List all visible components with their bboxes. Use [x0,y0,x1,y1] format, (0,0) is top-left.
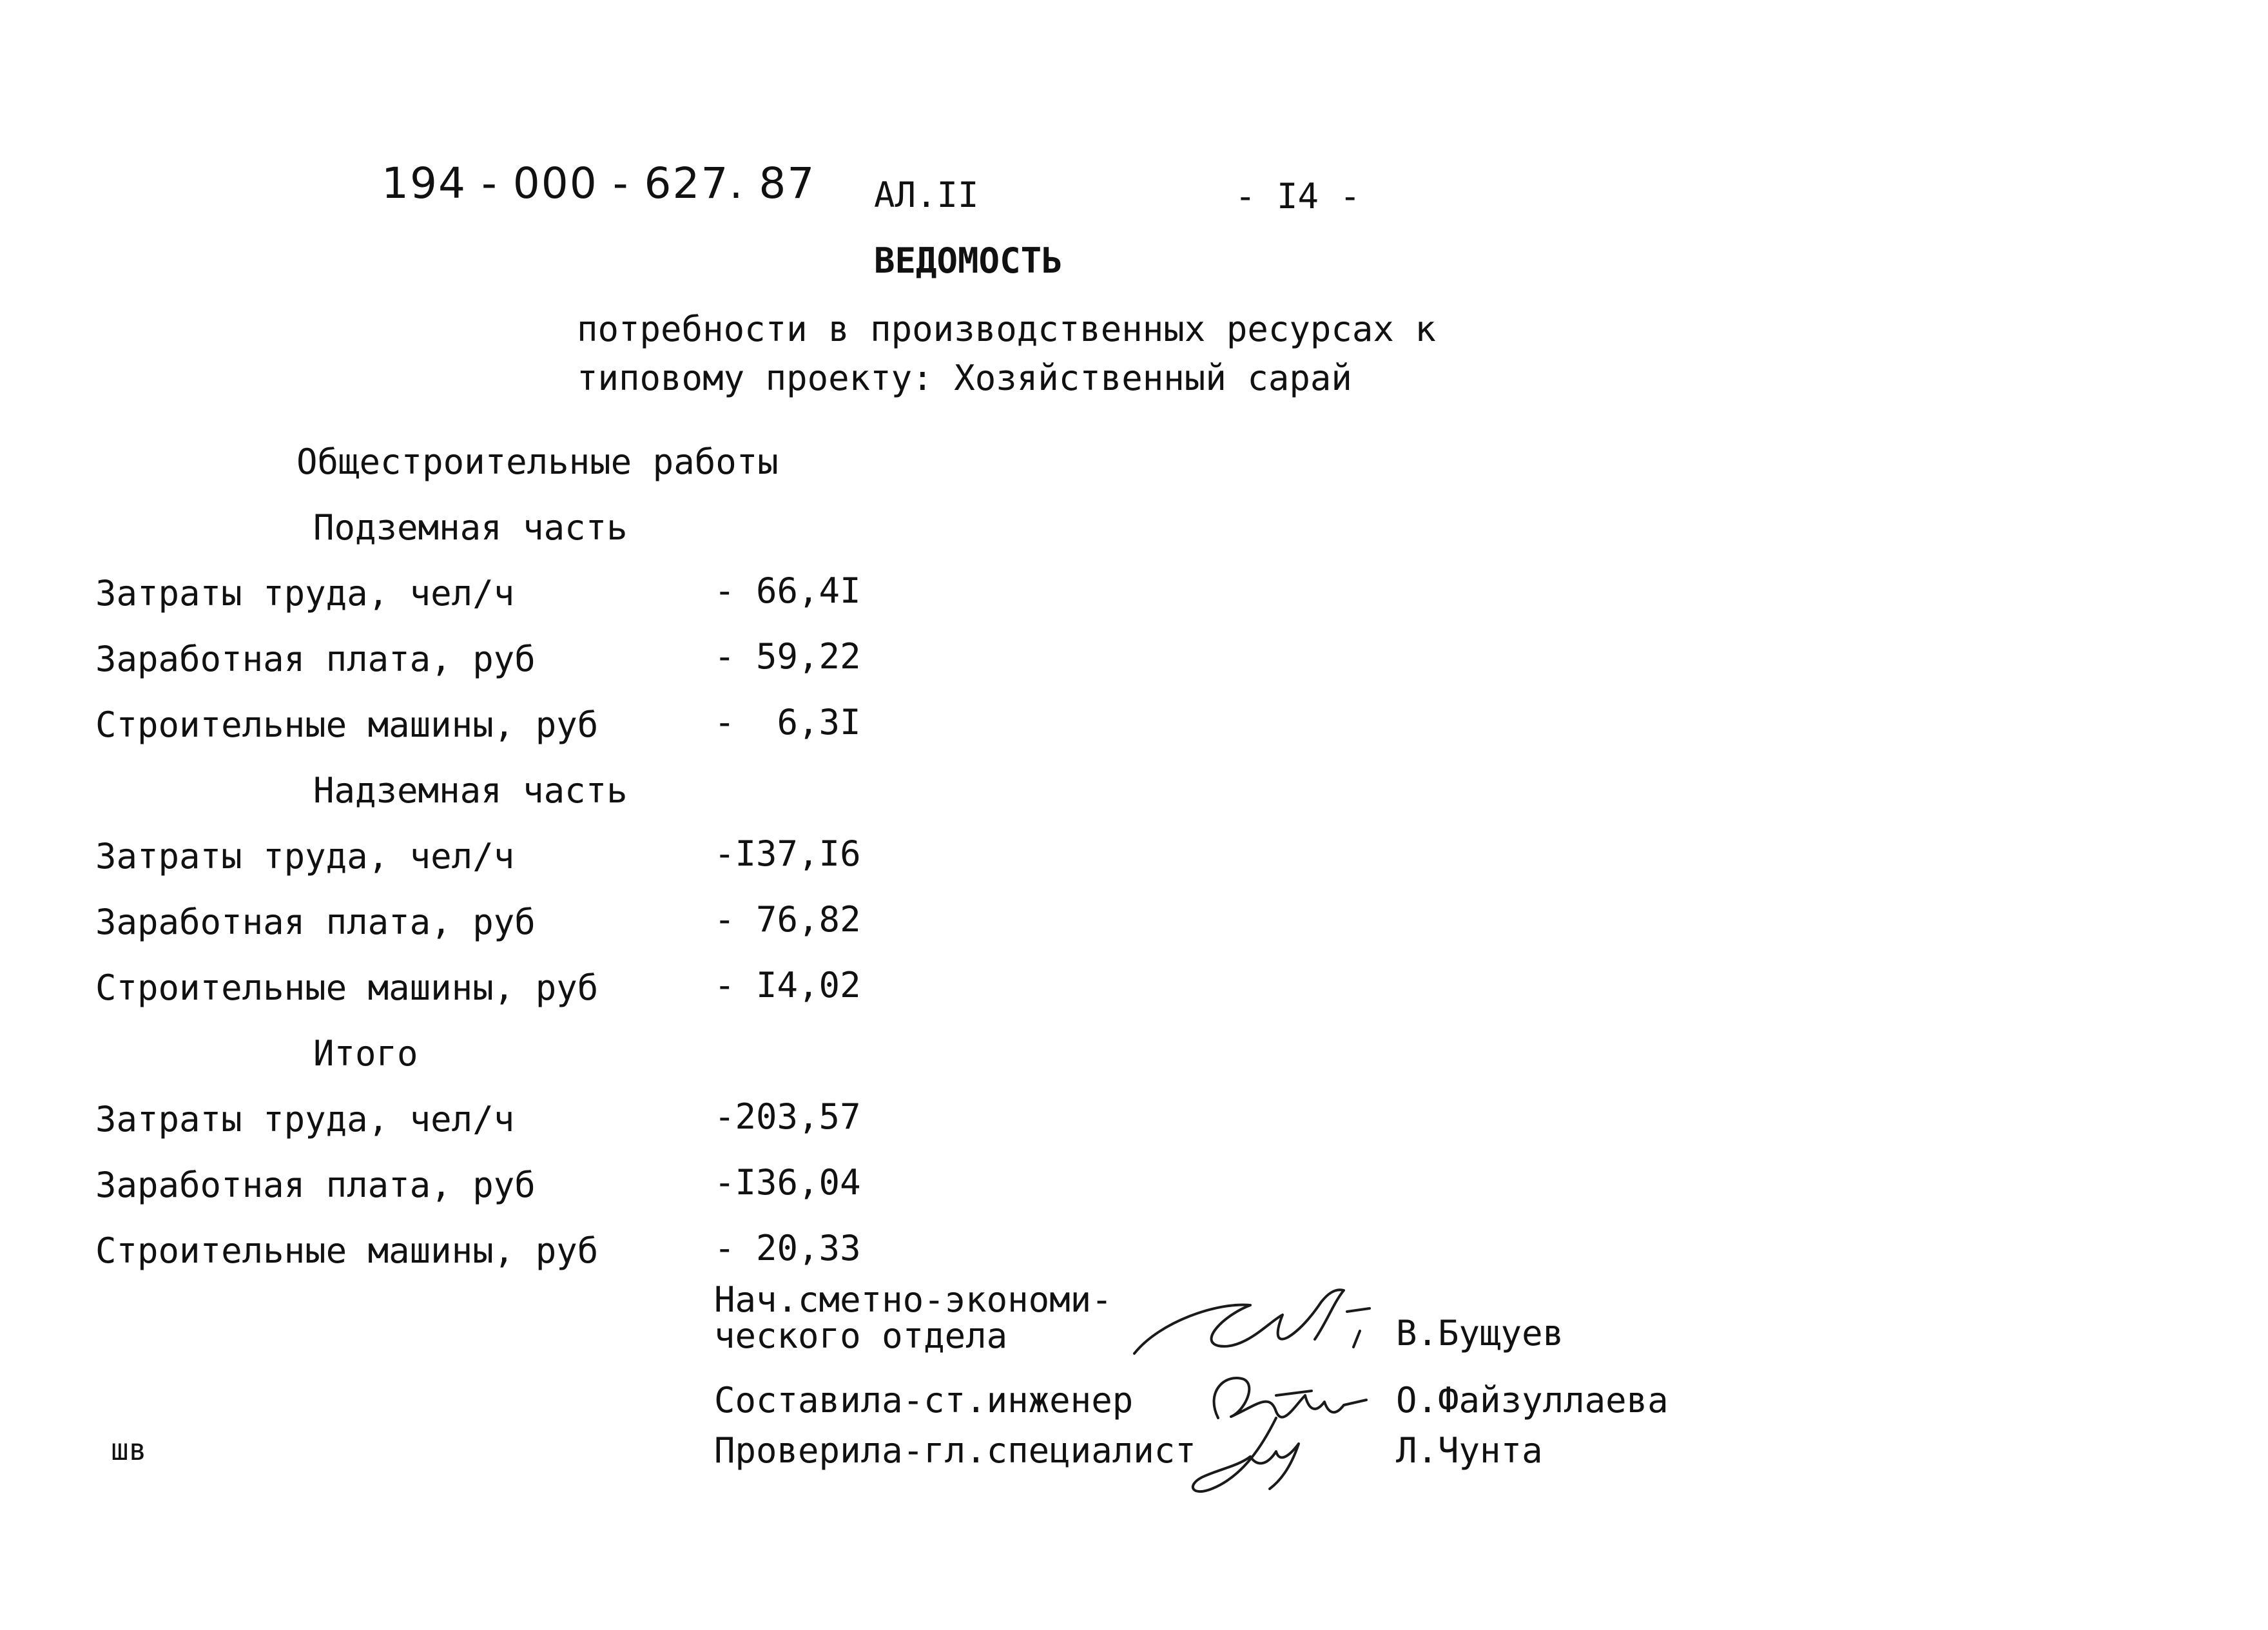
row-label: Строительные машины, руб [95,704,599,745]
row-value: - I4,02 [714,965,861,1005]
checked-name: Л.Чунта [1396,1430,1543,1471]
row-value: - 66,4I [714,570,861,611]
row-value: - 20,33 [714,1228,861,1268]
row-label: Затраты труда, чел/ч [95,836,515,877]
row-value: - 59,22 [714,636,861,677]
row-label: Заработная плата, руб [95,1165,536,1205]
head-name: В.Бущуев [1396,1313,1564,1353]
group-heading-underground: Подземная часть [313,507,628,548]
row-label: Строительные машины, руб [95,1230,599,1271]
row-value: -203,57 [714,1096,861,1137]
signature-checked [1173,1405,1341,1502]
album-number: АЛ.II [874,175,979,215]
row-label: Затраты труда, чел/ч [95,1099,515,1140]
footer-mark: шв [111,1432,147,1467]
head-role-line-1: Нач.сметно-экономи- [714,1279,1112,1320]
row-value: -I36,04 [714,1162,861,1203]
row-value: -I37,I6 [714,833,861,874]
row-label: Заработная плата, руб [95,902,536,942]
subtitle-line-1: потребности в производственных ресурсах к [577,309,1436,349]
row-label: Строительные машины, руб [95,967,599,1008]
group-heading-aboveground: Надземная часть [313,770,628,811]
row-label: Заработная плата, руб [95,639,536,679]
group-heading-total: Итого [313,1033,418,1074]
compiled-name: О.Файзуллаева [1396,1380,1669,1421]
signature-head [1121,1276,1392,1366]
row-label: Затраты труда, чел/ч [95,573,515,614]
row-value: - 76,82 [714,899,861,940]
row-value: - 6,3I [714,702,861,742]
compiled-role: Составила-ст.инженер [714,1380,1134,1421]
checked-role: Проверила-гл.специалист [714,1430,1196,1471]
document-number: 194 - 000 - 627. 87 [382,159,816,208]
subtitle-line-2: типовому проекту: Хозяйственный сарай [577,358,1352,398]
section-title: Общестроительные работы [296,441,779,482]
document-title: ВЕДОМОСТЬ [874,240,1063,281]
head-role-line-2: ческого отдела [714,1315,1008,1356]
page-number: - I4 - [1235,176,1361,217]
